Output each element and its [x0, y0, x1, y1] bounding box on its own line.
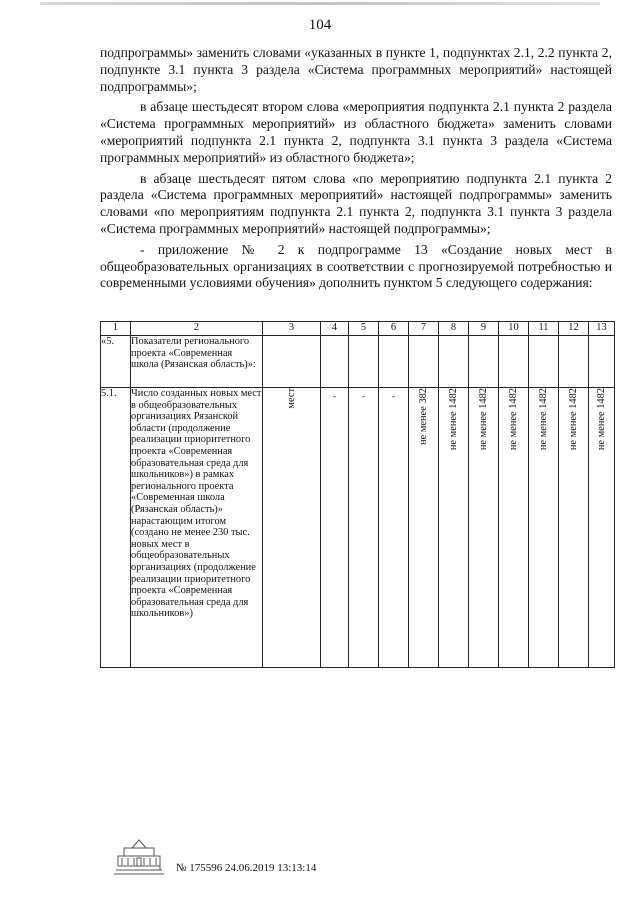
header-cell: 5 [349, 322, 379, 336]
dash-cell [321, 388, 349, 668]
header-cell: 2 [131, 322, 263, 336]
dash-cell [379, 388, 409, 668]
building-stamp-icon [110, 836, 168, 876]
empty-cell [469, 336, 499, 388]
target-value: не менее 382 [417, 388, 429, 445]
value-cell [559, 388, 589, 668]
unit-cell [263, 388, 321, 668]
scan-top-edge [40, 2, 600, 5]
dash-mark: - [362, 391, 365, 401]
header-cell: 4 [321, 322, 349, 336]
value-cell [469, 388, 499, 668]
indicator-name: Показатели регионального проекта «Современная школа (Рязанская область)»: [131, 336, 263, 388]
value-cell [439, 388, 469, 668]
page-number: 104 [308, 17, 332, 33]
indicators-table [100, 321, 615, 668]
table-row-5-1 [101, 388, 615, 668]
target-value: не менее 1482 [477, 388, 489, 451]
document-registration-stamp: № 175596 24.06.2019 13:13:14 [176, 862, 317, 874]
target-value: не менее 1482 [595, 388, 607, 451]
value-cell [529, 388, 559, 668]
paragraph-1: подпрограммы» заменить словами «указанных в пункте 1, подпунктах 2.1, 2.2 пункта 2, подпункте 3.1 пункта 3 раздела «Система программных мероприятий» настоящей подпрограммы»; [100, 45, 612, 94]
header-cell: 8 [439, 322, 469, 336]
empty-cell [589, 336, 615, 388]
empty-cell [559, 336, 589, 388]
header-cell: 1 [101, 322, 131, 336]
target-value: не менее 1482 [447, 388, 459, 451]
empty-cell [439, 336, 469, 388]
value-cell [589, 388, 615, 668]
unit-label: мест [285, 388, 297, 409]
header-cell: 11 [529, 322, 559, 336]
header-cell: 12 [559, 322, 589, 336]
header-cell: 10 [499, 322, 529, 336]
value-cell [409, 388, 439, 668]
row-number: 5.1. [101, 388, 131, 668]
target-value: не менее 1482 [537, 388, 549, 451]
target-value: не менее 1482 [567, 388, 579, 451]
empty-cell [349, 336, 379, 388]
table-row-section-5 [101, 336, 615, 388]
row-number: «5. [101, 336, 131, 388]
empty-cell [379, 336, 409, 388]
header-cell: 9 [469, 322, 499, 336]
header-cell: 13 [589, 322, 615, 336]
empty-cell [499, 336, 529, 388]
header-cell: 3 [263, 322, 321, 336]
dash-mark: - [333, 391, 336, 401]
header-cell: 7 [409, 322, 439, 336]
empty-cell [409, 336, 439, 388]
table-header-row [101, 322, 615, 336]
empty-cell [529, 336, 559, 388]
indicator-name: Число созданных новых мест в общеобразовательных организациях Рязанской области (продолжение реализации приоритетного проекта «Современная образовательная среда для школьников») в рамках регионального проекта «Современная школа (Рязанская область)» нарастающим итогом (создано не менее 230 тыс. новых мест в общеобразовательных организациях (продолжение реализации приоритетного проекта «Современная образовательная среда для школьников») [131, 388, 263, 668]
header-cell: 6 [379, 322, 409, 336]
paragraph-3: в абзаце шестьдесят пятом слова «по мероприятию подпункта 2.1 пункта 2 раздела «Система программных мероприятий» настоящей подпрограммы» заменить словами «по мероприятиям подпункта 2.1 пункта 2, подпункта 3.1 пункта 3 раздела «Система программных мероприятий» настоящей подпрограммы»; [100, 170, 612, 236]
paragraph-2: в абзаце шестьдесят втором слова «мероприятия подпункта 2.1 пункта 2 раздела «Система программных мероприятий» из областного бюджета» заменить словами «мероприятий подпункта 2.1 пункта 2, подпункта 3.1 пункта 3 раздела «Система программных мероприятий» из областного бюджета»; [100, 99, 612, 165]
empty-cell [263, 336, 321, 388]
dash-mark: - [392, 391, 395, 401]
target-value: не менее 1482 [507, 388, 519, 451]
empty-cell [321, 336, 349, 388]
dash-cell [349, 388, 379, 668]
document-body [100, 45, 612, 296]
value-cell [499, 388, 529, 668]
paragraph-4: - приложение № 2 к подпрограмме 13 «Создание новых мест в общеобразовательных организациях в соответствии с прогнозируемой потребностью и современными условиями обучения» дополнить пунктом 5 следующего содержания: [100, 241, 612, 291]
